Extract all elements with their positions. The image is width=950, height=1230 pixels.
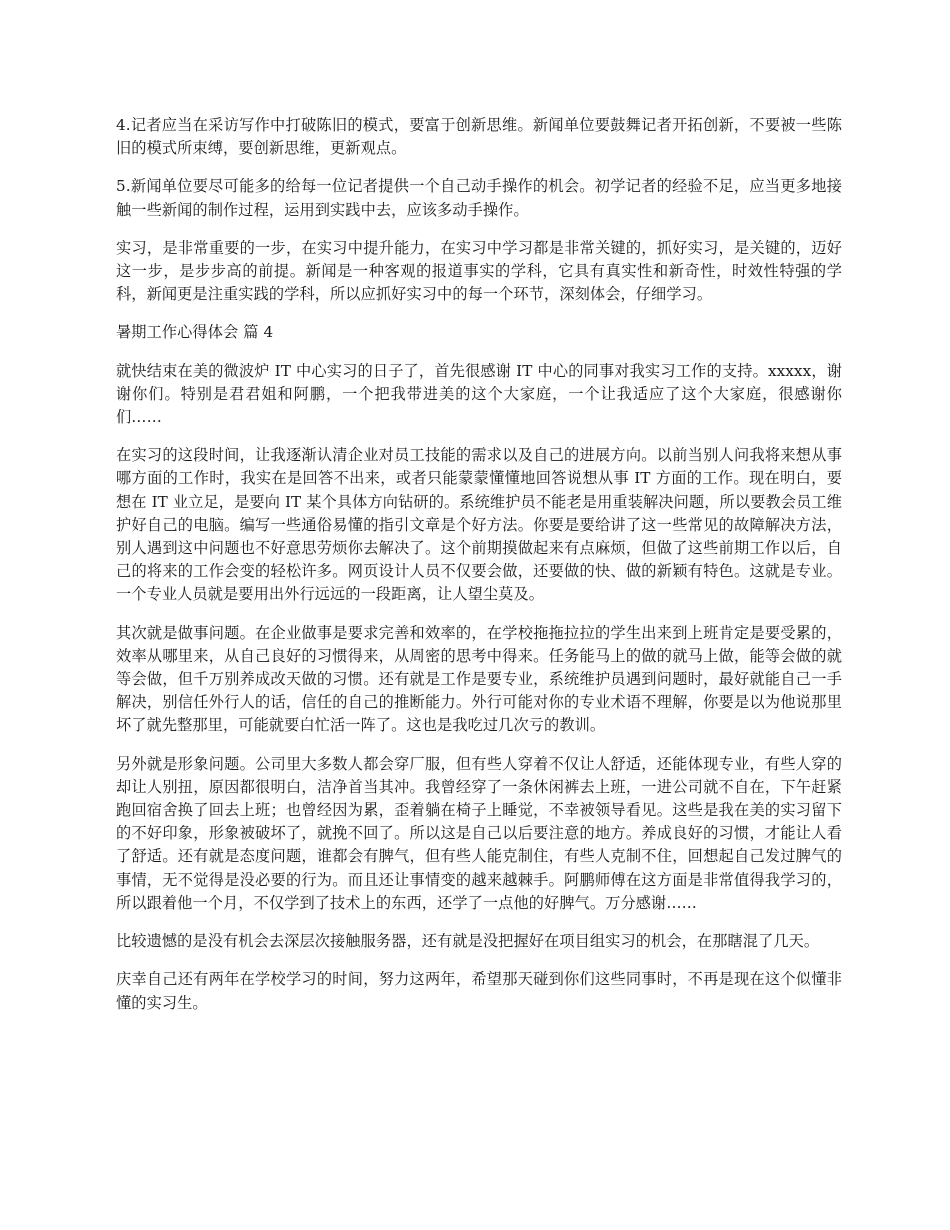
paragraph-intro-thanks: 就快结束在美的微波炉 IT 中心实习的日子了，首先很感谢 IT 中心的同事对我实习工作的支持。xxxxx，谢谢你们。特别是君君姐和阿鹏，一个把我带进美的这个大家庭，一个让我适应了这个大家庭，很感谢你们…… bbox=[116, 361, 842, 427]
paragraph-image-attitude: 另外就是形象问题。公司里大多数人都会穿厂服，但有些人穿着不仅让人舒适，还能体现专业，有些人穿的却让人别扭，原因都很明白，洁净首当其冲。我曾经穿了一条休闲裤去上班，一进公司就不自在，下午赶紧跑回宿舍换了回去上班；也曾经因为累，歪着躺在椅子上睡觉，不幸被领导看见。这些是我在美的实习留下的不好印象，形象被破坏了，就挽不回了。所以这是自己以后要注意的地方。养成良好的习惯，才能让人看了舒适。还有就是态度问题，谁都会有脾气，但有些人能克制住，有些人克制不住，回想起自己发过脾气的事情，无不觉得是没必要的行为。而且还让事情变的越来越棘手。阿鹏师傅在这方面是非常值得我学习的，所以跟着他一个月，不仅学到了技术上的东西，还学了一点他的好脾气。万分感谢…… bbox=[116, 754, 842, 912]
paragraph-item-4: 4.记者应当在采访写作中打破陈旧的模式，要富于创新思维。新闻单位要鼓舞记者开拓创新，不要被一些陈旧的模式所束缚，要创新思维，更新观点。 bbox=[116, 116, 842, 158]
paragraph-item-5: 5.新闻单位要尽可能多的给每一位记者提供一个自己动手操作的机会。初学记者的经验不足，应当更多地接触一些新闻的制作过程，运用到实践中去，应该多动手操作。 bbox=[116, 177, 842, 219]
paragraph-internship-importance: 实习，是非常重要的一步，在实习中提升能力，在实习中学习都是非常关键的，抓好实习，是关键的，迈好这一步，是步步高的前提。新闻是一种客观的报道事实的学科，它具有真实性和新奇性，时效性特强的学科，新闻更是注重实践的学科，所以应抓好实习中的每一个环节，深刻体会，仔细学习。 bbox=[116, 238, 842, 304]
paragraph-regrets: 比较遗憾的是没有机会去深层次接触服务器，还有就是没把握好在项目组实习的机会，在那瞎混了几天。 bbox=[116, 932, 820, 951]
paragraph-work-efficiency: 其次就是做事问题。在企业做事是要求完善和效率的，在学校拖拖拉拉的学生出来到上班肯定是要受累的，效率从哪里来，从自己良好的习惯得来，从周密的思考中得来。任务能马上的做的就马上做，能等会做的就等会做，但千万别养成改天做的习惯。还有就是工作是要专业，系统维护员遇到问题时，最好就能自己一手解决，别信任外行人的话，信任的自己的推断能力。外行可能对你的专业术语不理解，你要是以为他说那里坏了就先整那里，可能就要白忙活一阵了。这也是我吃过几次亏的教训。 bbox=[116, 623, 842, 735]
section-heading: 暑期工作心得体会 篇 4 bbox=[116, 323, 274, 342]
paragraph-career-direction: 在实习的这段时间，让我逐渐认清企业对员工技能的需求以及自己的进展方向。以前当别人问我将来想从事哪方面的工作时，我实在是回答不出来，或者只能蒙蒙懂懂地回答说想从事 IT 方面的工作。现在明白，要想在 IT 业立足，是要向 IT 某个具体方向钻研的。系统维护员不能老是用重装解决问题，所以要教会员工维护好自己的电脑。编写一些通俗易懂的指引文章是个好方法。你要是要给讲了这一些常见的故障解决方法，别人遇到这中问题也不好意思劳烦你去解决了。这个前期摸做起来有点麻烦，但做了这些前期工作以后，自己的将来的工作会变的轻松许多。网页设计人员不仅要会做，还要做的快、做的新颖有特色。这就是专业。一个专业人员就是要用出外行远远的一段距离，让人望尘莫及。 bbox=[116, 446, 842, 604]
paragraph-closing: 庆幸自己还有两年在学校学习的时间，努力这两年，希望那天碰到你们这些同事时，不再是现在这个似懂非懂的实习生。 bbox=[116, 970, 842, 1012]
document-body bbox=[116, 114, 842, 1030]
